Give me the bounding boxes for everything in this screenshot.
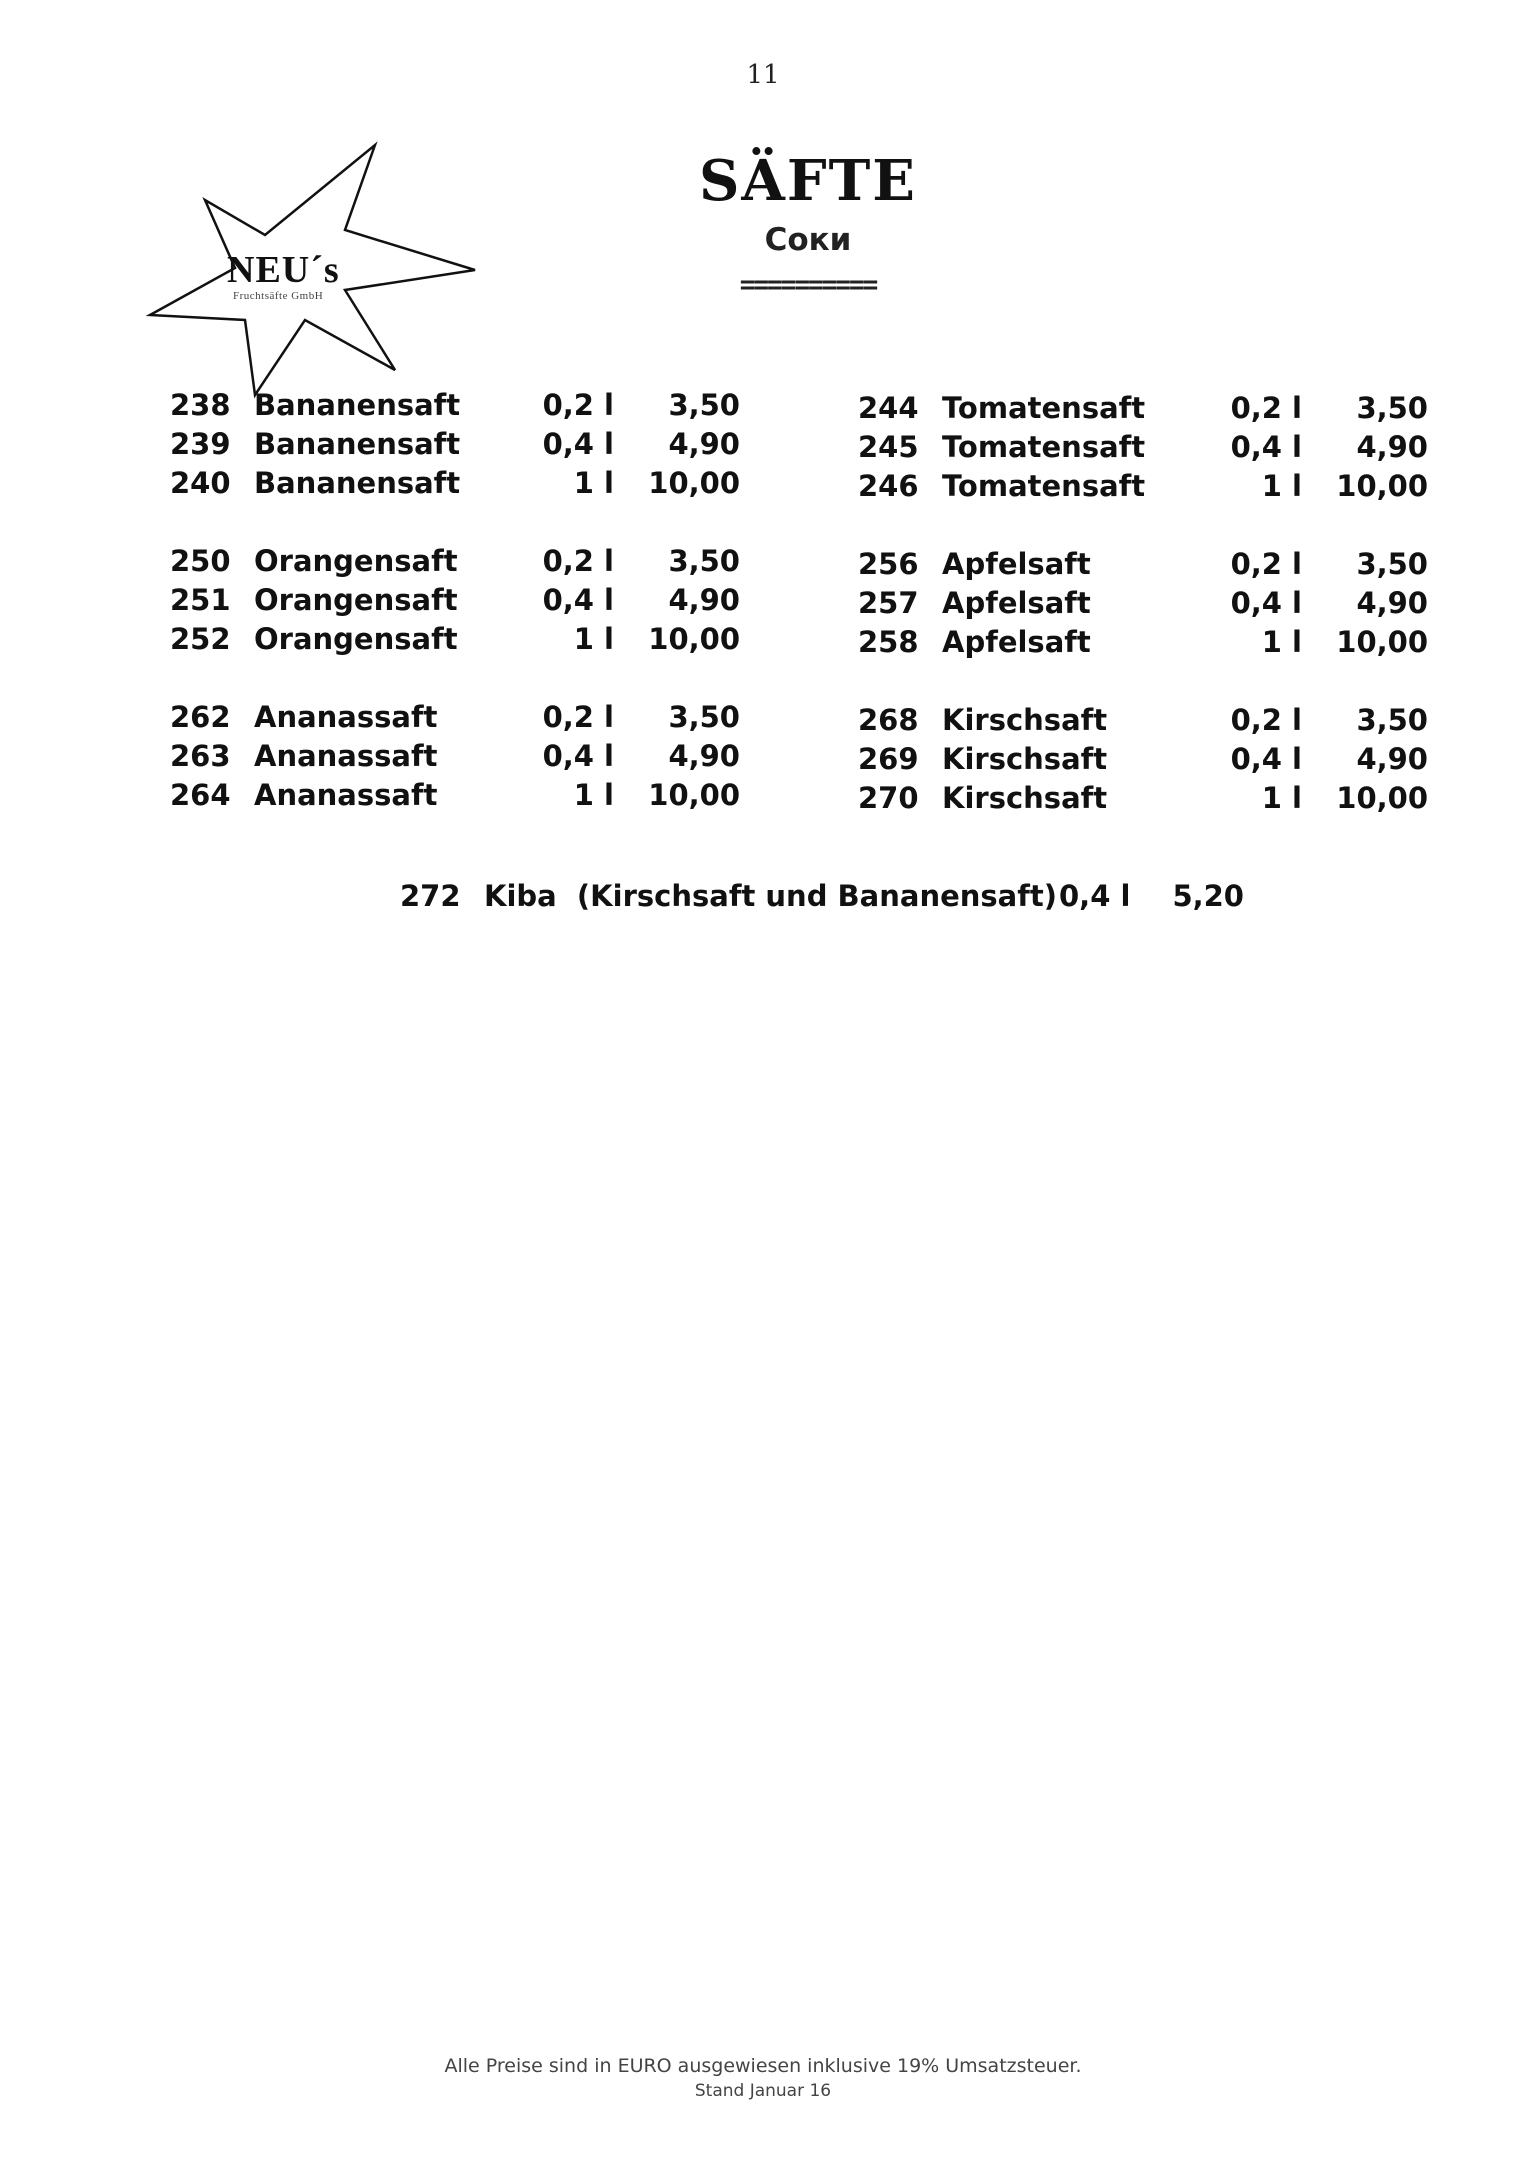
item-number: 244: [858, 391, 919, 425]
page-number: 11: [746, 60, 780, 90]
item-name: Ananassaft: [254, 739, 438, 773]
item-size: 1 l: [1261, 469, 1302, 503]
item-size: 0,2 l: [1230, 391, 1302, 425]
item-price: 10,00: [648, 778, 740, 812]
item-price: 5,20: [1172, 879, 1244, 913]
price-note: Alle Preise sind in EURO ausgewiesen inklusive 19% Umsatzsteuer.: [444, 2055, 1082, 2077]
item-number: 245: [858, 430, 919, 464]
item-name: Orangensaft: [254, 622, 458, 656]
item-size: 0,4 l: [542, 583, 614, 617]
item-price: 10,00: [1336, 469, 1428, 503]
item-name: Bananensaft: [254, 388, 461, 422]
logo-subtitle: Fruchtsäfte GmbH: [233, 290, 324, 302]
item-number: 262: [170, 700, 231, 734]
item-price: 4,90: [1356, 430, 1428, 464]
item-price: 4,90: [668, 739, 740, 773]
item-size: 1 l: [573, 466, 614, 500]
item-name: Kirschsaft: [942, 742, 1108, 776]
item-number: 240: [170, 466, 231, 500]
menu-group: [170, 542, 740, 659]
item-price: 3,50: [668, 388, 740, 422]
item-size: 0,2 l: [542, 544, 614, 578]
menu-group: [858, 545, 1428, 662]
item-size: 0,2 l: [542, 700, 614, 734]
item-number: 268: [858, 703, 919, 737]
menu-item: [170, 737, 740, 776]
item-price: 3,50: [1356, 703, 1428, 737]
item-name: Tomatensaft: [942, 430, 1146, 464]
item-price: 10,00: [1336, 625, 1428, 659]
item-number: 246: [858, 469, 919, 503]
item-size: 0,4 l: [1230, 430, 1302, 464]
item-name: Bananensaft: [254, 427, 461, 461]
item-number: 270: [858, 781, 919, 815]
item-size: 0,4 l: [542, 739, 614, 773]
menu-item: [858, 389, 1428, 428]
item-name: Apfelsaft: [942, 586, 1091, 620]
item-number: 272: [400, 879, 461, 913]
item-size: 1 l: [573, 778, 614, 812]
item-name: Orangensaft: [254, 544, 458, 578]
item-name: Tomatensaft: [942, 391, 1146, 425]
menu-item: [858, 428, 1428, 467]
item-price: 3,50: [1356, 547, 1428, 581]
menu-column-right: [858, 389, 1428, 857]
menu-item: [170, 581, 740, 620]
item-name: Bananensaft: [254, 466, 461, 500]
menu-item: [170, 698, 740, 737]
menu-item: [858, 545, 1428, 584]
item-name: Kirschsaft: [942, 703, 1108, 737]
item-number: 238: [170, 388, 231, 422]
menu-item: [170, 425, 740, 464]
item-price: 10,00: [1336, 781, 1428, 815]
page-subtitle: Соки: [764, 222, 852, 258]
item-size: 0,4 l: [1230, 586, 1302, 620]
item-size: 1 l: [1261, 781, 1302, 815]
menu-item: [170, 776, 740, 815]
date-note: Stand Januar 16: [694, 2081, 832, 2101]
item-number: 239: [170, 427, 231, 461]
item-number: 263: [170, 739, 231, 773]
menu-column-left: [170, 386, 740, 854]
item-name: Kiba (Kirschsaft und Bananensaft): [484, 879, 1057, 913]
item-number: 250: [170, 544, 231, 578]
item-name: Apfelsaft: [942, 547, 1091, 581]
menu-item: [858, 740, 1428, 779]
menu-item: [858, 467, 1428, 506]
item-price: 4,90: [1356, 586, 1428, 620]
page-title: SÄFTE: [698, 148, 917, 214]
menu-group: [170, 698, 740, 815]
item-number: 257: [858, 586, 919, 620]
item-price: 4,90: [1356, 742, 1428, 776]
menu-group: [858, 389, 1428, 506]
menu-item: [170, 464, 740, 503]
menu-item: [858, 584, 1428, 623]
item-number: 258: [858, 625, 919, 659]
item-size: 1 l: [573, 622, 614, 656]
item-name: Tomatensaft: [942, 469, 1146, 503]
menu-item: [858, 779, 1428, 818]
item-size: 0,2 l: [542, 388, 614, 422]
item-number: 256: [858, 547, 919, 581]
menu-group: [170, 386, 740, 503]
item-size: 1 l: [1261, 625, 1302, 659]
item-number: 269: [858, 742, 919, 776]
item-number: 252: [170, 622, 231, 656]
menu-item: [858, 623, 1428, 662]
item-price: 4,90: [668, 583, 740, 617]
menu-item: [170, 620, 740, 659]
item-size: 0,4 l: [1059, 879, 1131, 913]
menu-item: [170, 542, 740, 581]
footer: [0, 2055, 1526, 2101]
item-price: 3,50: [668, 544, 740, 578]
logo-name: NEU´s: [227, 249, 340, 291]
item-size: 0,4 l: [542, 427, 614, 461]
item-size: 0,2 l: [1230, 703, 1302, 737]
item-price: 3,50: [1356, 391, 1428, 425]
item-number: 264: [170, 778, 231, 812]
title-rule: ==========: [739, 270, 877, 300]
item-price: 10,00: [648, 622, 740, 656]
menu-group: [858, 701, 1428, 818]
item-price: 10,00: [648, 466, 740, 500]
item-size: 0,4 l: [1230, 742, 1302, 776]
item-size: 0,2 l: [1230, 547, 1302, 581]
item-name: Kirschsaft: [942, 781, 1108, 815]
item-name: Apfelsaft: [942, 625, 1091, 659]
item-name: Ananassaft: [254, 700, 438, 734]
item-name: Orangensaft: [254, 583, 458, 617]
menu-item: [170, 386, 740, 425]
menu-item: [858, 701, 1428, 740]
item-name: Ananassaft: [254, 778, 438, 812]
item-price: 3,50: [668, 700, 740, 734]
item-number: 251: [170, 583, 231, 617]
menu-item-kiba: [400, 879, 1244, 913]
item-price: 4,90: [668, 427, 740, 461]
